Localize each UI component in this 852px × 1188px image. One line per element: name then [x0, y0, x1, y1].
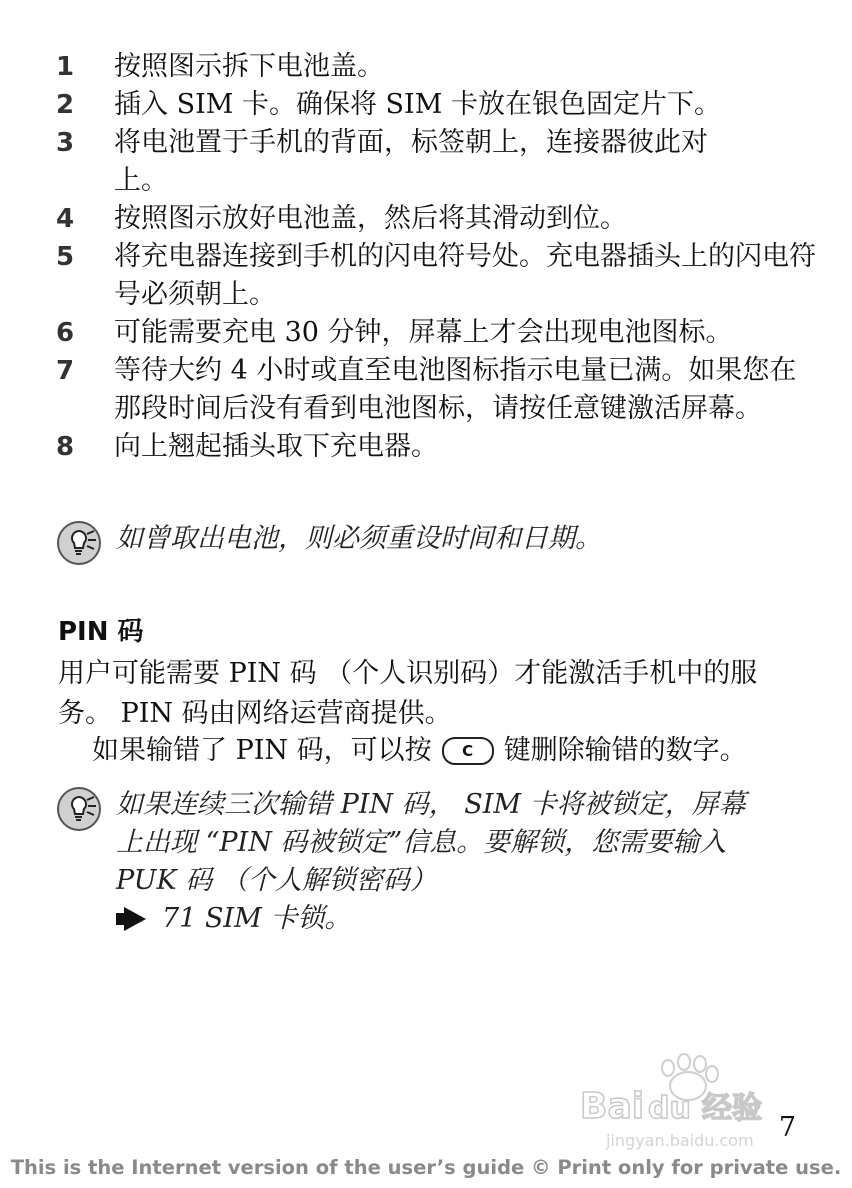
battery-tip: [56, 520, 776, 566]
step-text: 可能需要充电 30 分钟，屏幕上才会出现电池图标。: [114, 317, 733, 348]
step-number: 3: [56, 128, 75, 158]
step-number: 2: [56, 90, 75, 120]
svg-text:du: du: [648, 1091, 691, 1126]
step-7: [56, 352, 816, 428]
svg-text:Bai: Bai: [580, 1086, 645, 1127]
tip-text: 如果连续三次输错 PIN 码， SIM 卡将被锁定，屏幕上出现 “PIN 码被锁定”信息。要解锁，您需要输入 PUK 码 （个人解锁密码）: [116, 789, 746, 896]
c-key-label: C: [462, 742, 474, 760]
step-text: 将充电器连接到手机的闪电符号处。充电器插头上的闪电符号必须朝上。: [114, 241, 816, 310]
steps-list: [56, 48, 816, 466]
lightbulb-tip-icon: [56, 786, 102, 832]
step-text: 插入 SIM 卡。确保将 SIM 卡放在银色固定片下。: [114, 89, 721, 120]
c-key-icon: [442, 737, 494, 765]
step-3: [56, 124, 816, 200]
step-number: 5: [56, 242, 75, 272]
cross-reference: [116, 900, 756, 938]
step-5: [56, 238, 816, 314]
footer-notice: This is the Internet version of the user’s guide © Print only for private use.: [10, 1156, 842, 1179]
right-arrow-icon: [116, 907, 146, 931]
step-6: [56, 314, 816, 352]
step-number: 1: [56, 52, 75, 82]
step-text: 等待大约 4 小时或直至电池图标指示电量已满。如果您在那段时间后没有看到电池图标，请按任意键激活屏幕。: [114, 355, 797, 424]
step-4: [56, 200, 816, 238]
step-2: [56, 86, 816, 124]
pin-lock-tip: [56, 786, 776, 938]
step-1: [56, 48, 816, 86]
page-number: 7: [778, 1112, 796, 1143]
step-text: 按照图示放好电池盖，然后将其滑动到位。: [114, 203, 627, 234]
pin-paragraph: 用户可能需要 PIN 码 （个人识别码）才能激活手机中的服务。 PIN 码由网络运营商提供。: [58, 658, 758, 729]
step-8: [56, 428, 816, 466]
svg-text:经验: 经验: [702, 1091, 762, 1126]
pin-heading: PIN 码: [58, 617, 144, 647]
pin-correction-before: 如果输错了 PIN 码，可以按: [92, 735, 432, 766]
lightbulb-tip-icon: [56, 520, 102, 566]
step-text: 按照图示拆下电池盖。: [114, 51, 384, 82]
step-number: 4: [56, 204, 75, 234]
pin-correction-after: 键删除输错的数字。: [503, 735, 747, 766]
step-number: 7: [56, 356, 75, 386]
step-number: 8: [56, 432, 75, 462]
step-number: 6: [56, 318, 75, 348]
step-text: 向上翘起插头取下充电器。: [114, 431, 438, 462]
baidu-jingyan-watermark: [576, 1052, 806, 1162]
tip-text: 如曾取出电池，则必须重设时间和日期。: [116, 523, 602, 554]
pin-correction-line: [92, 731, 812, 771]
cross-reference-text: 71 SIM 卡锁。: [162, 903, 352, 934]
tip-body: [116, 786, 756, 938]
step-text: 将电池置于手机的背面，标签朝上，连接器彼此对上。: [114, 127, 708, 196]
svg-text:jingyan.baidu.com: jingyan.baidu.com: [606, 1131, 754, 1150]
